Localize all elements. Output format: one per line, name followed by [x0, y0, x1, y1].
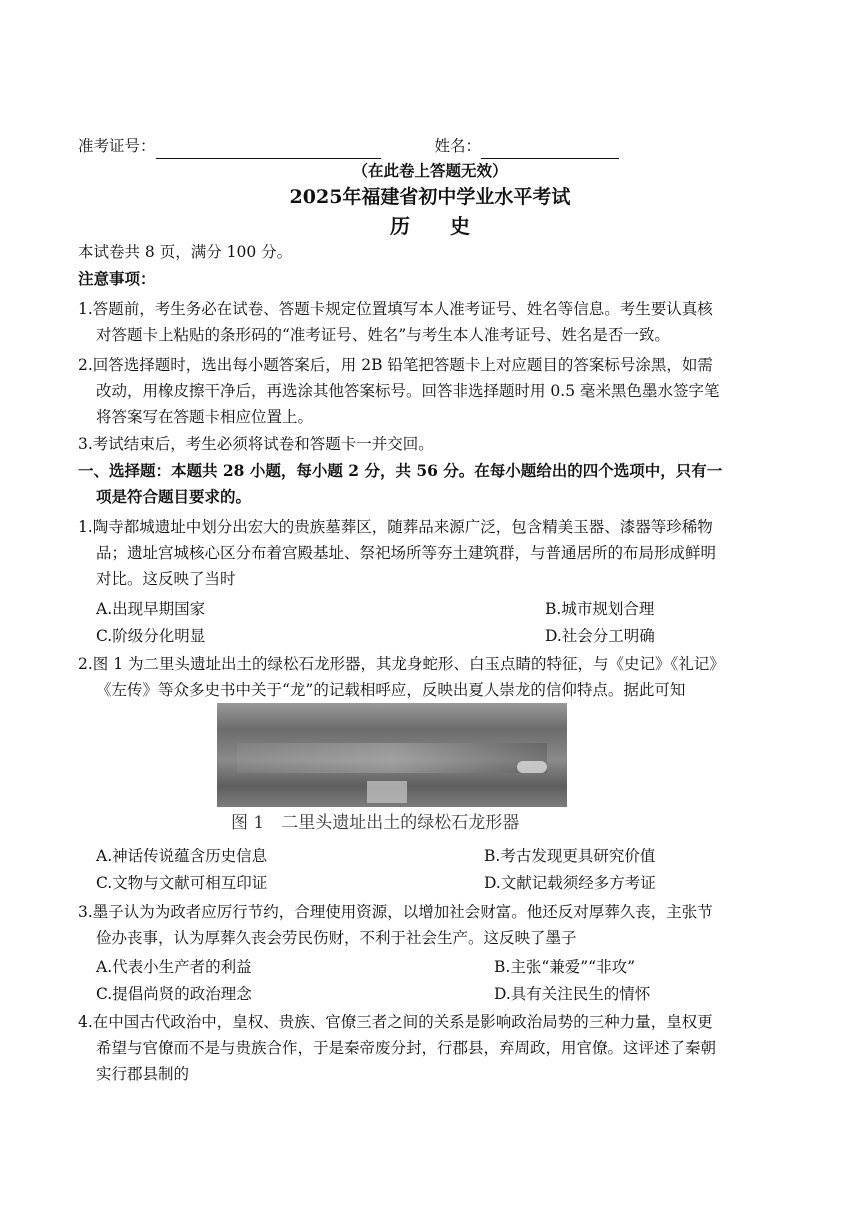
note-line: 2.回答选择题时，选出每小题答案后，用 2B 铅笔把答题卡上对应题目的答案标号涂黑，如需 [78, 356, 713, 374]
q1-option-c[interactable]: C.阶级分化明显 [96, 627, 206, 645]
question-line: 希望与官僚而不是与贵族合作，于是秦帝废分封，行郡县，弃周政，用官僚。这评述了秦朝 [96, 1039, 717, 1057]
note-item [78, 352, 788, 430]
figure-1-caption: 图 1 二里头遗址出土的绿松石龙形器 [231, 813, 520, 833]
note-line: 1.答题前，考生务必在试卷、答题卡规定位置填写本人准考证号、姓名等信息。考生要认真核 [78, 300, 713, 318]
figure-1 [217, 703, 567, 838]
question-2 [78, 651, 788, 703]
question-line: 1.陶寺都城遗址中划分出宏大的贵族墓葬区，随葬品来源广泛，包含精美玉器、漆器等珍稀物 [78, 518, 713, 536]
question-1 [78, 514, 788, 592]
section-heading [78, 458, 788, 510]
q2-option-d[interactable]: D.文献记载须经多方考证 [484, 874, 656, 892]
q3-option-d[interactable]: D.具有关注民生的情怀 [494, 985, 651, 1003]
note-line: 3.考试结束后，考生必须将试卷和答题卡一并交回。 [78, 435, 434, 453]
q2-option-c[interactable]: C.文物与文献可相互印证 [96, 874, 268, 892]
question-4 [78, 1009, 788, 1087]
question-line: 品；遗址宫城核心区分布着宫殿基址、祭祀场所等夯土建筑群，与普通居所的布局形成鲜明 [96, 544, 717, 562]
q3-option-a[interactable]: A.代表小生产者的利益 [96, 958, 252, 976]
name-field[interactable] [481, 140, 619, 159]
note-line: 对答题卡上粘贴的条形码的“准考证号、姓名”与考生本人准考证号、姓名是否一致。 [96, 326, 670, 344]
q1-option-b[interactable]: B.城市规划合理 [545, 600, 655, 618]
q1-option-d[interactable]: D.社会分工明确 [545, 627, 655, 645]
section-heading-line: 项是符合题目要求的。 [96, 487, 252, 506]
question-line: 俭办丧事，认为厚葬久丧会劳民伤财，不利于社会生产。这反映了墨子 [96, 929, 577, 947]
q1-option-a[interactable]: A.出现早期国家 [96, 600, 206, 618]
question-line: 3.墨子认为为政者应厉行节约，合理使用资源，以增加社会财富。他还反对厚葬久丧，主张节 [78, 903, 713, 921]
question-line: 4.在中国古代政治中，皇权、贵族、官僚三者之间的关系是影响政治局势的三种力量，皇权更 [78, 1013, 713, 1031]
question-line: 《左传》等众多史书中关于“龙”的记载相呼应，反映出夏人崇龙的信仰特点。据此可知 [96, 681, 686, 699]
question-line: 实行郡县制的 [96, 1065, 190, 1083]
note-item [78, 431, 788, 457]
q2-option-b[interactable]: B.考古发现更具研究价值 [484, 847, 656, 865]
ticket-number-label: 准考证号： [78, 137, 156, 155]
candidate-info-row [78, 133, 619, 159]
name-label: 姓名： [434, 137, 482, 155]
section-heading-line: 一、选择题：本题共 28 小题，每小题 2 分，共 56 分。在每小题给出的四个选项中，只有一 [78, 461, 723, 480]
turquoise-dragon-photo [217, 703, 567, 807]
q3-option-c[interactable]: C.提倡尚贤的政治理念 [96, 985, 252, 1003]
q2-option-a[interactable]: A.神话传说蕴含历史信息 [96, 847, 268, 865]
note-item [78, 296, 788, 348]
exam-title: 2025年福建省初中学业水平考试 [289, 186, 571, 208]
paper-summary: 本试卷共 8 页，满分 100 分。 [78, 243, 293, 261]
question-line: 2.图 1 为二里头遗址出土的绿松石龙形器，其龙身蛇形、白玉点睛的特征，与《史记》《礼记》 [78, 655, 725, 673]
notes-title: 注意事项： [78, 269, 156, 288]
question-3 [78, 899, 788, 951]
note-line: 改动，用橡皮擦干净后，再选涂其他答案标号。回答非选择题时用 0.5 毫米黑色墨水签字笔 [96, 382, 720, 400]
note-line: 将答案写在答题卡相应位置上。 [96, 408, 314, 426]
subject-title: 历 史 [390, 214, 470, 238]
ticket-number-field[interactable] [156, 140, 381, 159]
question-line: 对比。这反映了当时 [96, 570, 236, 588]
q3-option-b[interactable]: B.主张“兼爱”“非攻” [494, 958, 636, 976]
invalid-note: （在此卷上答题无效） [352, 161, 508, 180]
